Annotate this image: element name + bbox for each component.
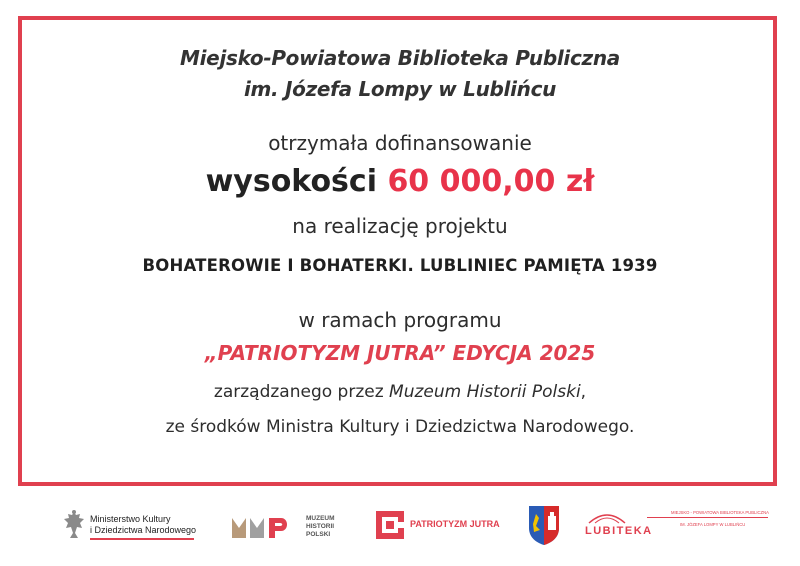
- book-arc-icon: [587, 511, 627, 525]
- lubiteka-line2: IM. JÓZEFA LOMPY W LUBLIŃCU: [680, 522, 746, 527]
- museum-name: Muzeum Historii Polski: [389, 382, 581, 402]
- lubiteka-line1: MIEJSKO - POWIATOWA BIBLIOTEKA PUBLICZNA: [671, 510, 769, 515]
- grant-amount: 60 000,00 zł: [387, 164, 595, 199]
- museum-logo-line2: HISTORII: [306, 523, 335, 530]
- patriotyzm-jutra-label: PATRIOTYZM JUTRA: [410, 519, 500, 529]
- institution-name-line1: Miejsko-Powiatowa Biblioteka Publiczna: [180, 46, 620, 70]
- patriotyzm-jutra-logo: [375, 505, 505, 545]
- program-name: „PATRIOTYZM JUTRA” EDYCJA 2025: [204, 341, 596, 365]
- red-square-mark-icon: [375, 510, 405, 540]
- coat-of-arms-logo: [527, 505, 563, 545]
- lubiteka-name: LUBITEKA: [585, 525, 653, 537]
- grant-received-text: otrzymała dofinansowanie: [268, 131, 532, 155]
- grant-amount-line: [0, 164, 800, 199]
- ministry-logo-underline: [90, 538, 194, 540]
- museum-logo: [231, 505, 341, 545]
- institution-name-line2: im. Józefa Lompy w Lublińcu: [243, 77, 557, 101]
- ministry-logo: [62, 505, 202, 545]
- eagle-emblem-icon: [62, 509, 86, 541]
- museum-logo-line3: POLSKI: [306, 531, 331, 538]
- amount-prefix: wysokości: [205, 164, 377, 199]
- lubliniec-coat-of-arms-icon: [527, 504, 561, 546]
- ministry-logo-line2: i Dziedzictwa Narodowego: [90, 525, 197, 535]
- museum-mark-icon: [231, 514, 303, 540]
- project-title: BOHATEROWIE I BOHATERKI. LUBLINIEC PAMIĘTA 1939: [142, 256, 658, 275]
- lubiteka-rule: [647, 517, 768, 518]
- lubiteka-logo: [585, 505, 770, 545]
- program-intro-text: w ramach programu: [298, 308, 502, 332]
- managed-by-text: zarządzanego przez Muzeum Historii Polski,: [213, 382, 587, 402]
- funding-source-text: ze środków Ministra Kultury i Dziedzictwa Narodowego.: [165, 417, 635, 437]
- ministry-logo-line1: Ministerstwo Kultury: [90, 514, 171, 524]
- museum-logo-line1: MUZEUM: [306, 515, 335, 522]
- for-project-text: na realizację projektu: [292, 214, 508, 238]
